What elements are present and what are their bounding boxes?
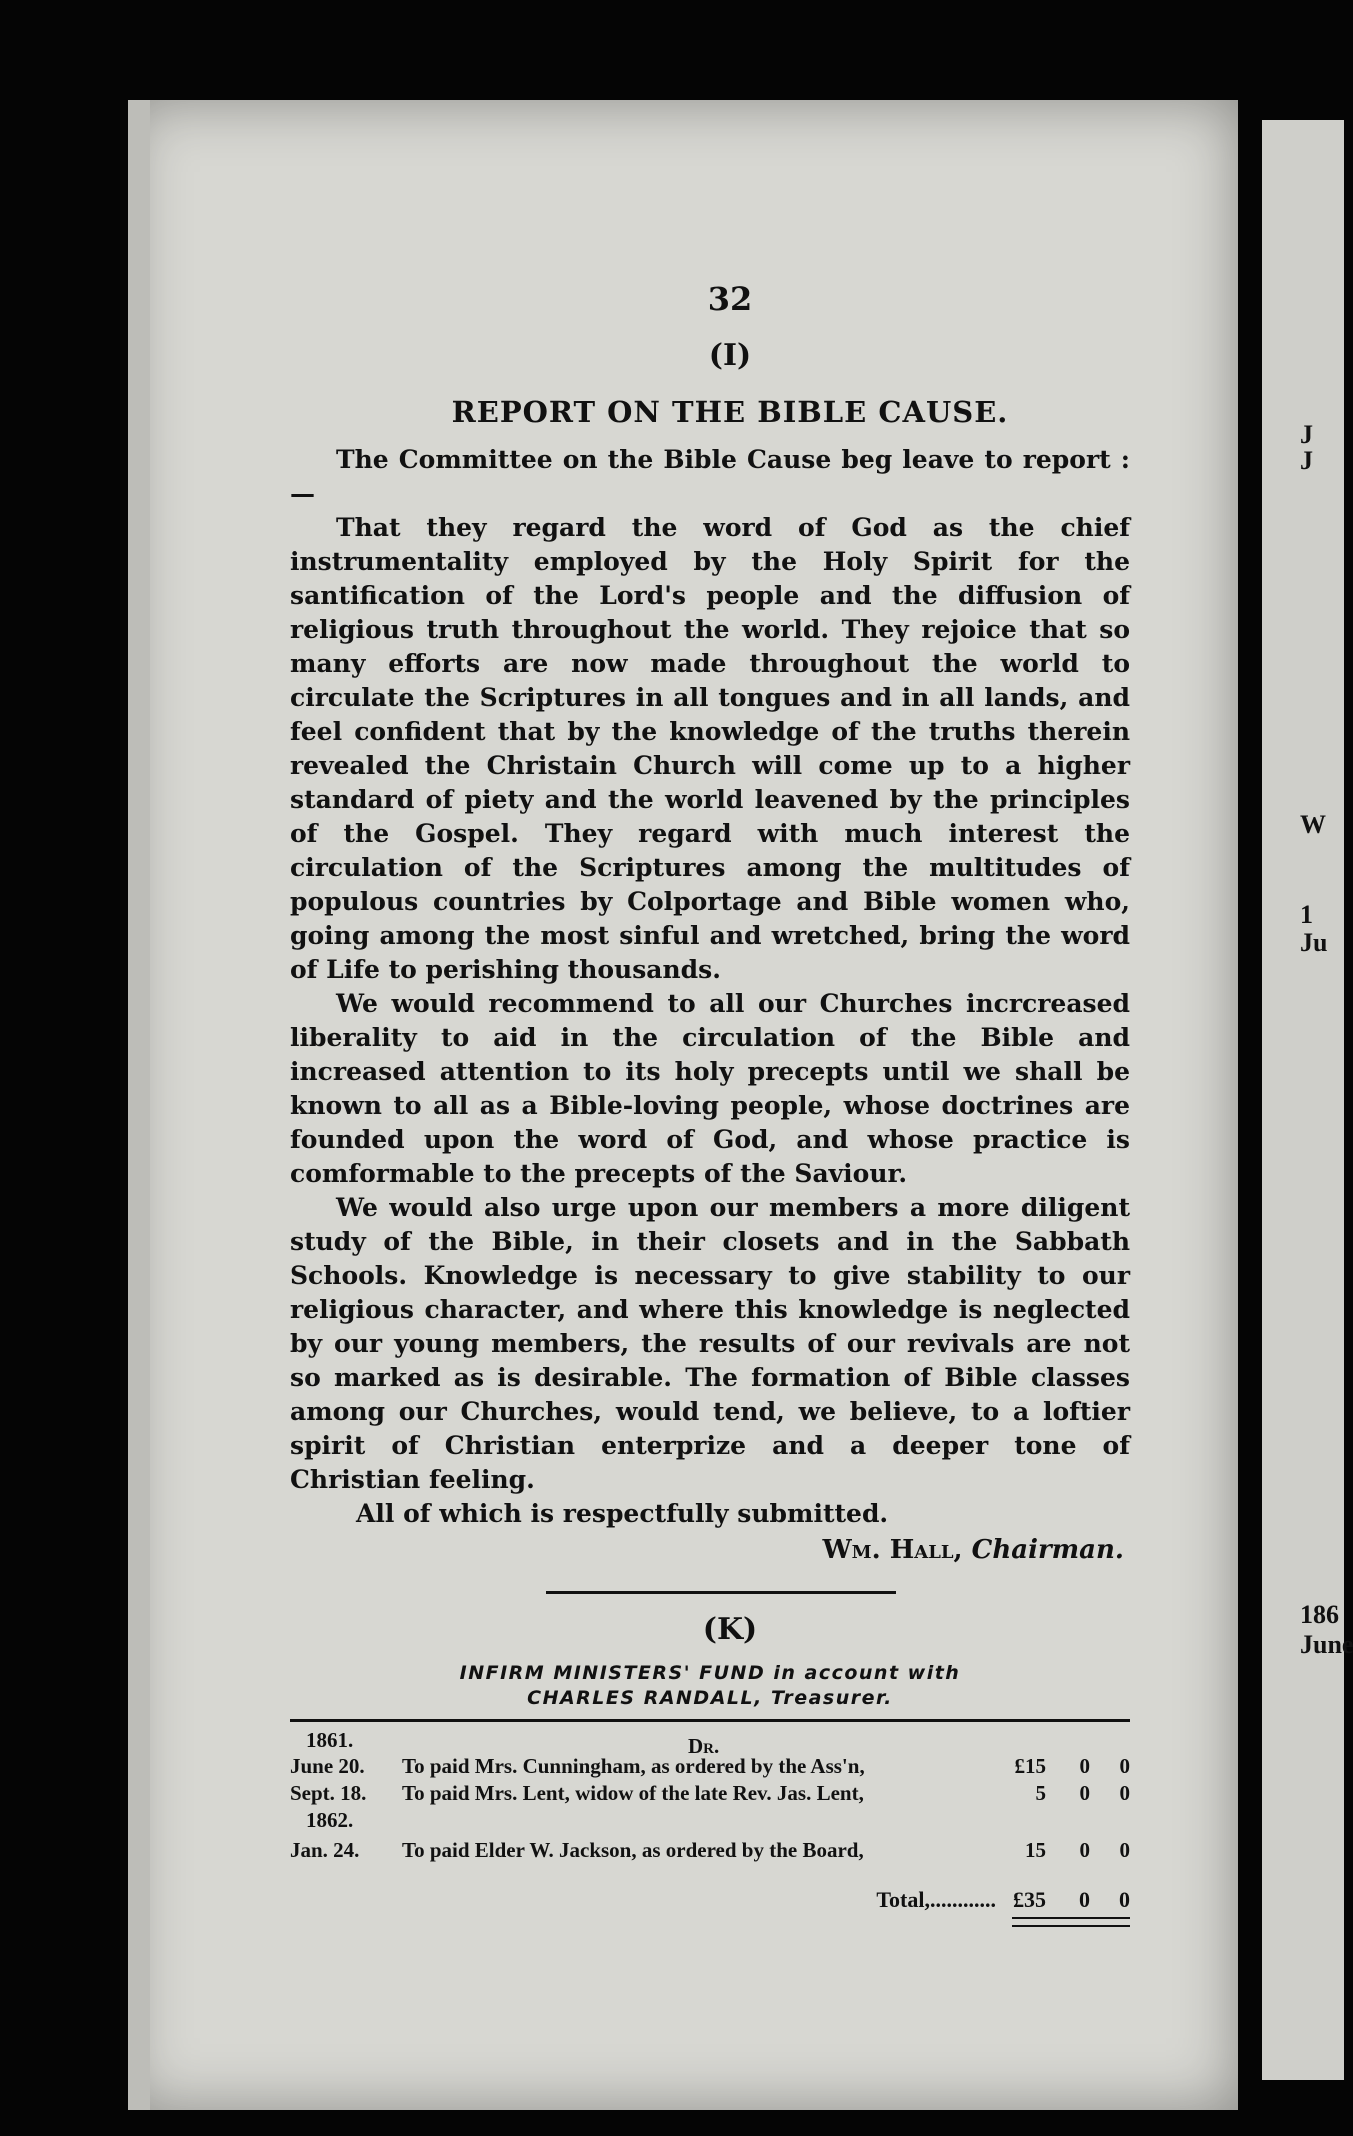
ledger-year: 1862. [306, 1808, 354, 1832]
ledger-pence: 0 [1119, 1781, 1130, 1805]
ledger-date: Sept. 18. [290, 1781, 367, 1805]
adjacent-text-fragment: 186 [1300, 1600, 1339, 1629]
ledger-description: To paid Mrs. Cunningham, as ordered by the Ass'n, [402, 1754, 865, 1778]
total-pence: 0 [1119, 1887, 1130, 1912]
ledger-pounds: £15 [1014, 1754, 1046, 1778]
report-paragraph: We would also urge upon our members a more diligent study of the Bible, in their closets and in the Sabbath Schools. Knowledge is necessary to give stability to our religious character, and where this knowledge is neglected by our young members, the results of our revivals are not so marked as is desirable. The formation of Bible classes among our Churches, would tend, we believe, to a loftier spirit of Christian enterprize and a deeper tone of Christian feeling. [290, 1193, 1130, 1494]
adjacent-text-fragment: J [1300, 420, 1313, 449]
report-paragraph: All of which is respectfully submitted. [356, 1499, 889, 1528]
ledger-row [290, 1838, 1130, 1865]
ledger-year-row [290, 1728, 1130, 1758]
ledger-shillings: 0 [1079, 1781, 1090, 1805]
total-label: Total,............ [876, 1887, 996, 1912]
signature-name: Wm. Hall, [822, 1535, 963, 1565]
signature-role: Chairman. [971, 1535, 1124, 1565]
ledger-shillings: 0 [1079, 1838, 1090, 1862]
ledger-shillings: 0 [1079, 1754, 1090, 1778]
ledger-date: June 20. [290, 1754, 365, 1778]
fund-title [290, 1661, 1130, 1711]
report-paragraph: We would recommend to all our Churches incrcreased liberality to aid in the circulation of the Bible and increased attention to its holy precepts until we shall be known to all as a Bible-loving people, whose doctrines are founded upon the word of God, and whose practice is comformable to the precepts of the Saviour. [290, 989, 1130, 1188]
adjacent-text-fragment: J [1300, 446, 1313, 475]
report-paragraph: The Committee on the Bible Cause beg leave to report :— [290, 445, 1130, 508]
ledger-description: To paid Mrs. Lent, widow of the late Rev. Jas. Lent, [402, 1781, 864, 1805]
adjacent-text-fragment: 1 [1300, 900, 1313, 929]
report-title: REPORT ON THE BIBLE CAUSE. [451, 395, 1009, 429]
adjacent-text-fragment: Ju [1300, 928, 1328, 957]
page-gutter [128, 100, 150, 2110]
fund-title-line1: INFIRM MINISTERS' FUND in account with [459, 1662, 961, 1684]
ledger-pence: 0 [1119, 1838, 1130, 1862]
ledger-year: 1861. [306, 1728, 354, 1752]
report-paragraph: That they regard the word of God as the chief instrumentality employed by the Holy Spirit for the santification of the Lord's people and the diffusion of religious truth throughout the world. They rejoice that so many efforts are now made throughout the world to circulate the Scriptures in all tongues and in all lands, and feel confident that by the knowledge of the truths therein revealed the Christain Church will come up to a higher standard of piety and the world leavened by the principles of the Gospel. They regard with much interest the circulation of the Scriptures among the multitudes of populous countries by Colportage and Bible women who, going among the most sinful and wretched, bring the word of Life to perishing thousands. [290, 513, 1130, 984]
page-content [290, 280, 1130, 1927]
ledger-pounds: 5 [1035, 1781, 1046, 1805]
page-number: 32 [707, 280, 753, 318]
total-double-rule [1012, 1917, 1130, 1927]
fund-title-line2: CHARLES RANDALL, Treasurer. [527, 1687, 893, 1709]
adjacent-page [1262, 120, 1353, 2080]
adjacent-text-fragment: W [1300, 810, 1326, 839]
section-letter-i: (I) [708, 338, 752, 373]
debit-label: Dr. [688, 1734, 720, 1758]
ledger-top-rule [290, 1719, 1130, 1722]
section-letter-k: (K) [702, 1612, 758, 1647]
ledger-description: To paid Elder W. Jackson, as ordered by the Board, [402, 1838, 864, 1862]
signature [290, 1535, 1124, 1565]
ledger-date: Jan. 24. [290, 1838, 360, 1862]
ledger-total-row [290, 1887, 1130, 1913]
ledger-pence: 0 [1119, 1754, 1130, 1778]
total-shillings: 0 [1079, 1887, 1090, 1912]
ledger-pounds: 15 [1025, 1838, 1046, 1862]
section-divider [546, 1591, 896, 1594]
adjacent-text-fragment: June [1300, 1630, 1353, 1659]
ledger-row [290, 1781, 1130, 1808]
ledger-table [290, 1728, 1130, 1927]
total-pounds: £35 [1013, 1887, 1046, 1912]
